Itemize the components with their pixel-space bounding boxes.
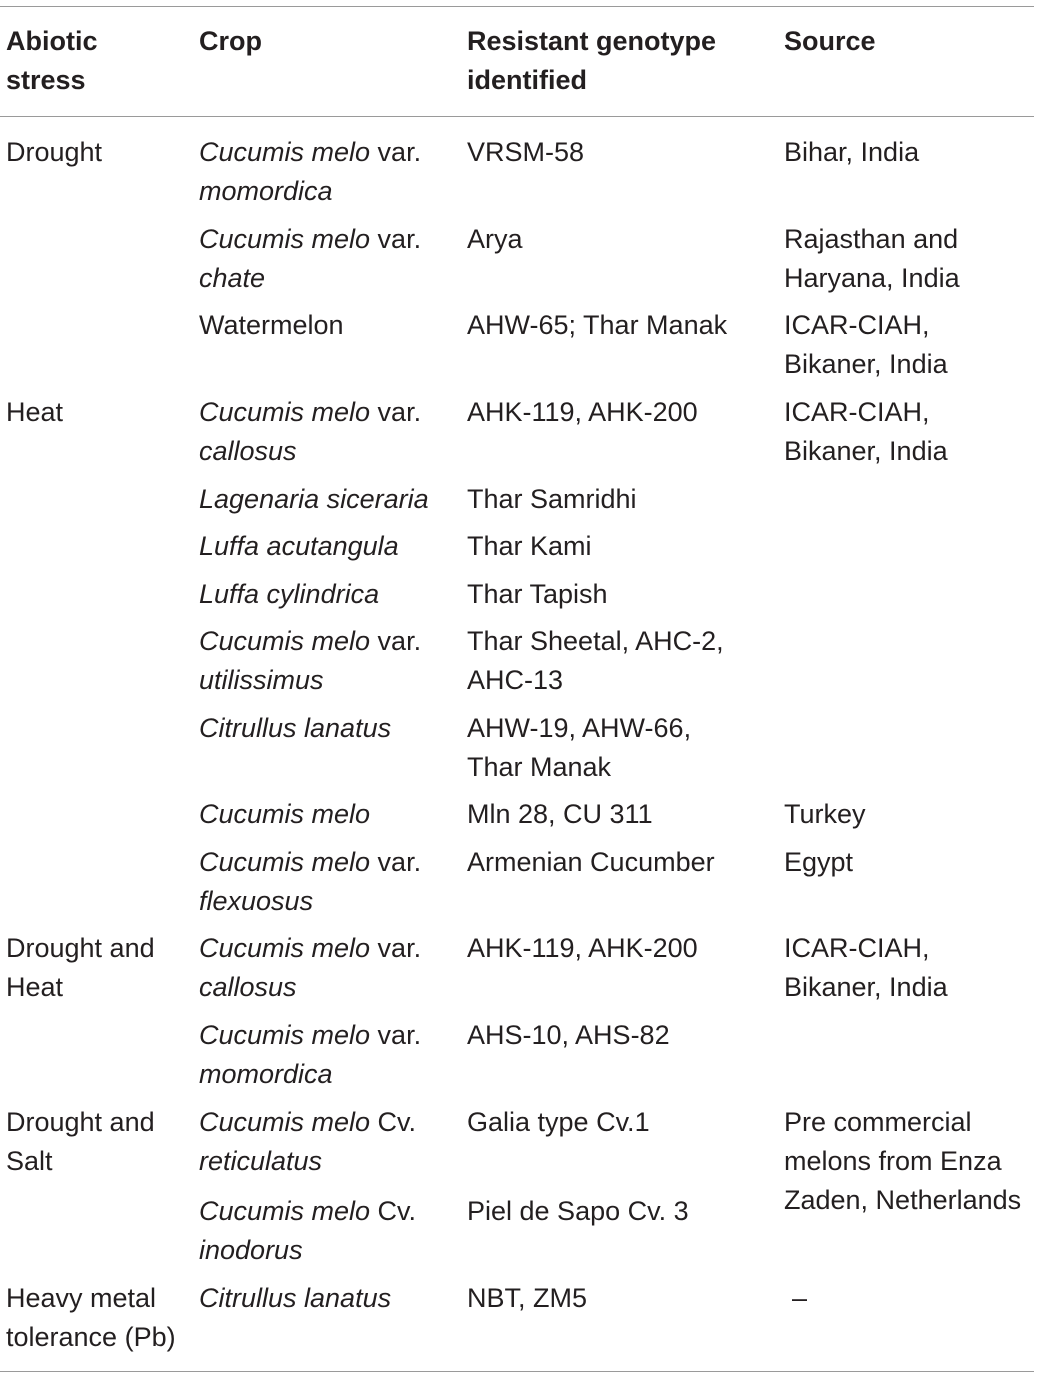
crop-qualifier: var. xyxy=(370,1020,422,1050)
cell-source xyxy=(784,1103,1021,1220)
crop-variety: reticulatus xyxy=(199,1146,323,1176)
crop-variety: inodorus xyxy=(199,1235,303,1265)
crop-species: Cucumis melo xyxy=(199,1196,371,1226)
cell-crop xyxy=(199,133,421,211)
cell-crop xyxy=(199,1192,416,1270)
cell-genotype: AHW-65; Thar Manak xyxy=(467,310,728,340)
crop-qualifier: var. xyxy=(370,224,422,254)
crop-variety: momordica xyxy=(199,176,333,206)
genotype-line: AHC-13 xyxy=(467,665,564,695)
table-bottom-rule xyxy=(0,1371,1034,1372)
cell-crop xyxy=(199,709,391,748)
source-line: Bikaner, India xyxy=(784,972,948,1002)
cell-genotype: Mln 28, CU 311 xyxy=(467,799,653,829)
cell-crop xyxy=(199,1279,391,1318)
cell-crop xyxy=(199,1016,421,1094)
cell-crop: Watermelon xyxy=(199,310,344,340)
crop-qualifier: var. xyxy=(370,933,422,963)
source-line: ICAR-CIAH, xyxy=(784,310,930,340)
cell-source: Turkey xyxy=(784,799,866,829)
crop-qualifier: var. xyxy=(370,397,422,427)
crop-species: Cucumis melo xyxy=(199,933,371,963)
cell-genotype: Arya xyxy=(467,224,523,254)
cell-stress: Drought xyxy=(6,137,103,167)
crop-qualifier: var. xyxy=(370,137,422,167)
crop-species: Lagenaria siceraria xyxy=(199,484,429,514)
crop-species: Citrullus lanatus xyxy=(199,713,392,743)
crop-species: Cucumis melo xyxy=(199,799,371,829)
source-line: melons from Enza xyxy=(784,1146,1002,1176)
source-line: Rajasthan and xyxy=(784,224,959,254)
header-crop: Crop xyxy=(199,26,262,56)
header-abiotic-stress xyxy=(6,22,98,100)
cell-stress xyxy=(6,1103,155,1181)
stress-line: Heat xyxy=(6,972,64,1002)
cell-stress xyxy=(6,929,155,1007)
cell-crop xyxy=(199,795,370,834)
stress-line: Drought and xyxy=(6,1107,155,1137)
crop-qualifier: Cv. xyxy=(370,1107,417,1137)
crop-species: Cucumis melo xyxy=(199,137,371,167)
header-stress-line1: Abiotic xyxy=(6,26,98,56)
cell-crop xyxy=(199,527,399,566)
source-line: Bikaner, India xyxy=(784,349,948,379)
cell-source xyxy=(784,929,948,1007)
crop-variety: utilissimus xyxy=(199,665,324,695)
stress-line: Salt xyxy=(6,1146,53,1176)
genotype-line: Thar Sheetal, AHC-2, xyxy=(467,626,724,656)
stress-line: Heavy metal xyxy=(6,1283,157,1313)
source-line: Pre commercial xyxy=(784,1107,972,1137)
crop-qualifier: var. xyxy=(370,626,422,656)
cell-genotype: Thar Samridhi xyxy=(467,484,637,514)
cell-crop xyxy=(199,575,379,614)
crop-variety: momordica xyxy=(199,1059,333,1089)
cell-genotype xyxy=(467,622,724,700)
crop-species: Cucumis melo xyxy=(199,1020,371,1050)
cell-source xyxy=(784,393,948,471)
stress-line: Drought and xyxy=(6,933,155,963)
stress-line: tolerance (Pb) xyxy=(6,1322,176,1352)
cell-crop xyxy=(199,1103,416,1181)
crop-variety: callosus xyxy=(199,436,297,466)
crop-species: Luffa cylindrica xyxy=(199,579,380,609)
cell-crop xyxy=(199,220,421,298)
cell-crop xyxy=(199,480,429,519)
cell-stress xyxy=(6,1279,176,1357)
source-line: ICAR-CIAH, xyxy=(784,397,930,427)
cell-genotype: NBT, ZM5 xyxy=(467,1283,588,1313)
genotype-line: AHW-19, AHW-66, xyxy=(467,713,692,743)
source-line: ICAR-CIAH, xyxy=(784,933,930,963)
crop-species: Cucumis melo xyxy=(199,847,371,877)
cell-crop xyxy=(199,843,421,921)
cell-genotype: Thar Tapish xyxy=(467,579,608,609)
source-line: Zaden, Netherlands xyxy=(784,1185,1022,1215)
source-line: Bikaner, India xyxy=(784,436,948,466)
header-resistant-genotype xyxy=(467,22,716,100)
cell-source: Bihar, India xyxy=(784,137,920,167)
cell-genotype: AHK-119, AHK-200 xyxy=(467,397,698,427)
cell-stress: Heat xyxy=(6,397,64,427)
table-top-rule xyxy=(0,6,1034,7)
cell-genotype: Thar Kami xyxy=(467,531,592,561)
genotype-line: Thar Manak xyxy=(467,752,612,782)
crop-species: Cucumis melo xyxy=(199,397,371,427)
cell-crop xyxy=(199,393,421,471)
cell-source xyxy=(784,220,960,298)
crop-variety: callosus xyxy=(199,972,297,1002)
cell-crop xyxy=(199,622,421,700)
header-genotype-line2: identified xyxy=(467,65,587,95)
cell-genotype: Piel de Sapo Cv. 3 xyxy=(467,1196,689,1226)
crop-qualifier: var. xyxy=(370,847,422,877)
cell-genotype: Galia type Cv.1 xyxy=(467,1107,650,1137)
crop-variety: flexuosus xyxy=(199,886,314,916)
crop-variety: chate xyxy=(199,263,266,293)
header-genotype-line1: Resistant genotype xyxy=(467,26,717,56)
crop-species: Cucumis melo xyxy=(199,626,371,656)
cell-genotype: Armenian Cucumber xyxy=(467,847,715,877)
crop-species: Citrullus lanatus xyxy=(199,1283,392,1313)
crop-species: Cucumis melo xyxy=(199,1107,371,1137)
cell-source: – xyxy=(792,1283,808,1313)
crop-species: Luffa acutangula xyxy=(199,531,399,561)
table-header-rule xyxy=(0,116,1034,117)
cell-genotype: VRSM-58 xyxy=(467,137,585,167)
crop-qualifier: Cv. xyxy=(370,1196,417,1226)
crop-species: Cucumis melo xyxy=(199,224,371,254)
source-line: Haryana, India xyxy=(784,263,960,293)
header-stress-line2: stress xyxy=(6,65,86,95)
cell-source: Egypt xyxy=(784,847,854,877)
cell-genotype xyxy=(467,709,691,787)
cell-crop xyxy=(199,929,421,1007)
cell-genotype: AHK-119, AHK-200 xyxy=(467,933,698,963)
cell-genotype: AHS-10, AHS-82 xyxy=(467,1020,670,1050)
cell-source xyxy=(784,306,948,384)
header-source: Source xyxy=(784,26,876,56)
